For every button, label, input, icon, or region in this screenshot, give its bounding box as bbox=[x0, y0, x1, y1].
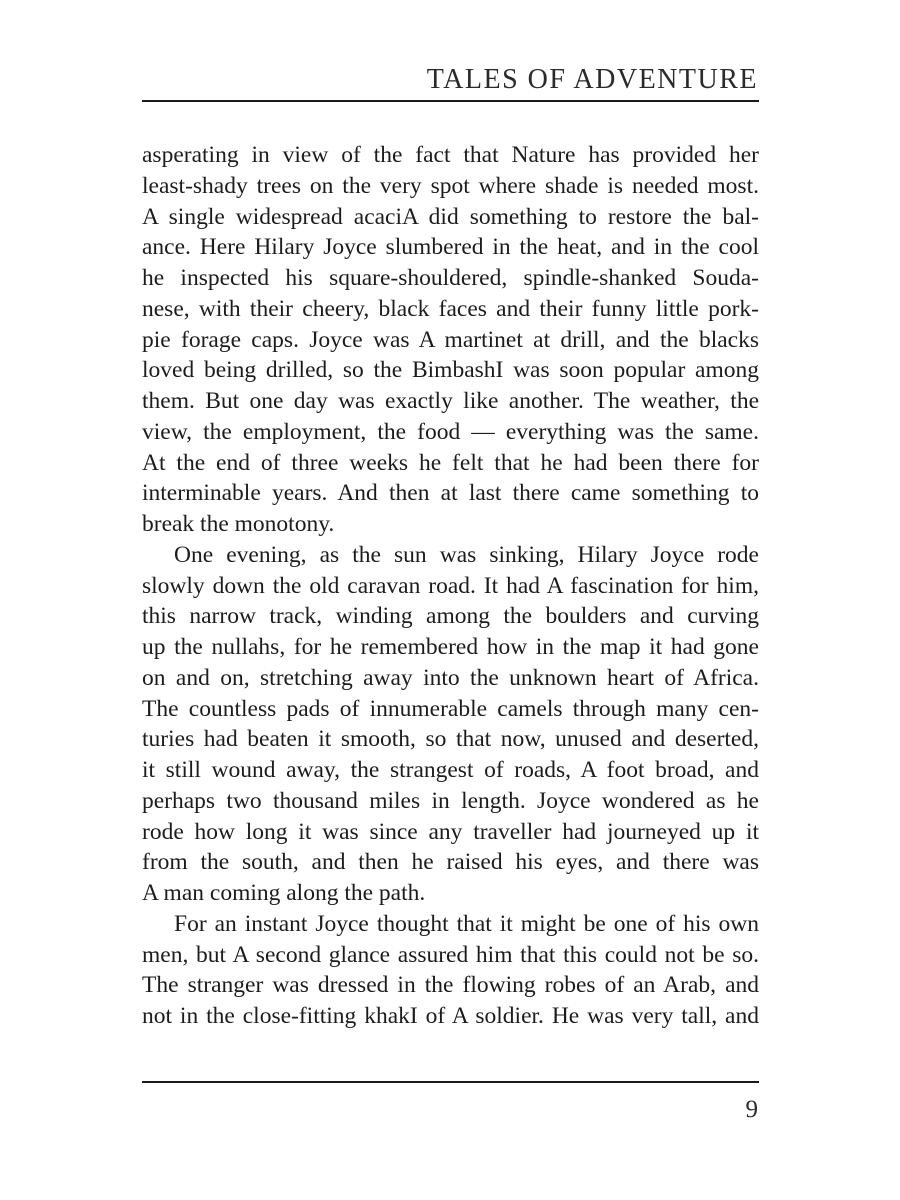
text-line: perhaps two thousand miles in length. Joyce wondered as he bbox=[142, 787, 759, 814]
paragraph-start-line: One evening, as the sun was sinking, Hilary Joyce rode bbox=[174, 541, 759, 568]
text-line: from the south, and then he raised his eyes, and there was bbox=[142, 849, 759, 876]
header-rule bbox=[142, 100, 759, 102]
text-line: view, the employment, the food — everything was the same. bbox=[142, 418, 759, 445]
text-line: it still wound away, the strangest of roads, A foot broad, and bbox=[142, 757, 759, 783]
running-head: TALES OF ADVENTURE bbox=[426, 64, 758, 95]
text-line: The stranger was dressed in the flowing robes of an Arab, and bbox=[142, 972, 759, 999]
paragraph-start-line: For an instant Joyce thought that it might be one of his own bbox=[174, 910, 759, 937]
body-text bbox=[142, 140, 759, 1032]
page-number: 9 bbox=[745, 1096, 758, 1123]
text-line: break the monotony. bbox=[142, 511, 335, 537]
text-line: rode how long it was since any traveller had journeyed up it bbox=[142, 818, 759, 845]
text-line: pie forage caps. Joyce was A martinet at drill, and the blacks bbox=[142, 326, 759, 353]
text-line: turies had beaten it smooth, so that now, unused and deserted, bbox=[142, 726, 759, 753]
text-line: up the nullahs, for he remembered how in the map it had gone bbox=[142, 634, 759, 660]
text-line: At the end of three weeks he felt that he had been there for bbox=[142, 449, 759, 476]
footer-rule bbox=[142, 1081, 759, 1083]
text-line: least-shady trees on the very spot where shade is needed most. bbox=[142, 172, 759, 199]
text-line: A single widespread acaciA did something to restore the bal- bbox=[142, 203, 759, 230]
text-line: interminable years. And then at last there came something to bbox=[142, 480, 759, 507]
text-line: he inspected his square-shouldered, spindle-shanked Souda- bbox=[142, 265, 759, 291]
text-line: not in the close-fitting khakI of A soldier. He was very tall, and bbox=[142, 1003, 759, 1029]
text-line: loved being drilled, so the BimbashI was soon popular among bbox=[142, 357, 759, 384]
text-line: ance. Here Hilary Joyce slumbered in the heat, and in the cool bbox=[142, 234, 759, 261]
text-line: on and on, stretching away into the unknown heart of Africa. bbox=[142, 664, 759, 691]
text-line: slowly down the old caravan road. It had A fascination for him, bbox=[142, 572, 759, 599]
text-line: men, but A second glance assured him that this could not be so. bbox=[142, 941, 759, 968]
text-line: them. But one day was exactly like another. The weather, the bbox=[142, 388, 759, 414]
text-line: A man coming along the path. bbox=[142, 880, 426, 906]
text-line: The countless pads of innumerable camels through many cen- bbox=[142, 695, 759, 722]
text-line: asperating in view of the fact that Nature has provided her bbox=[142, 142, 759, 168]
text-line: this narrow track, winding among the boulders and curving bbox=[142, 603, 759, 630]
text-line: nese, with their cheery, black faces and their funny little pork- bbox=[142, 295, 759, 322]
